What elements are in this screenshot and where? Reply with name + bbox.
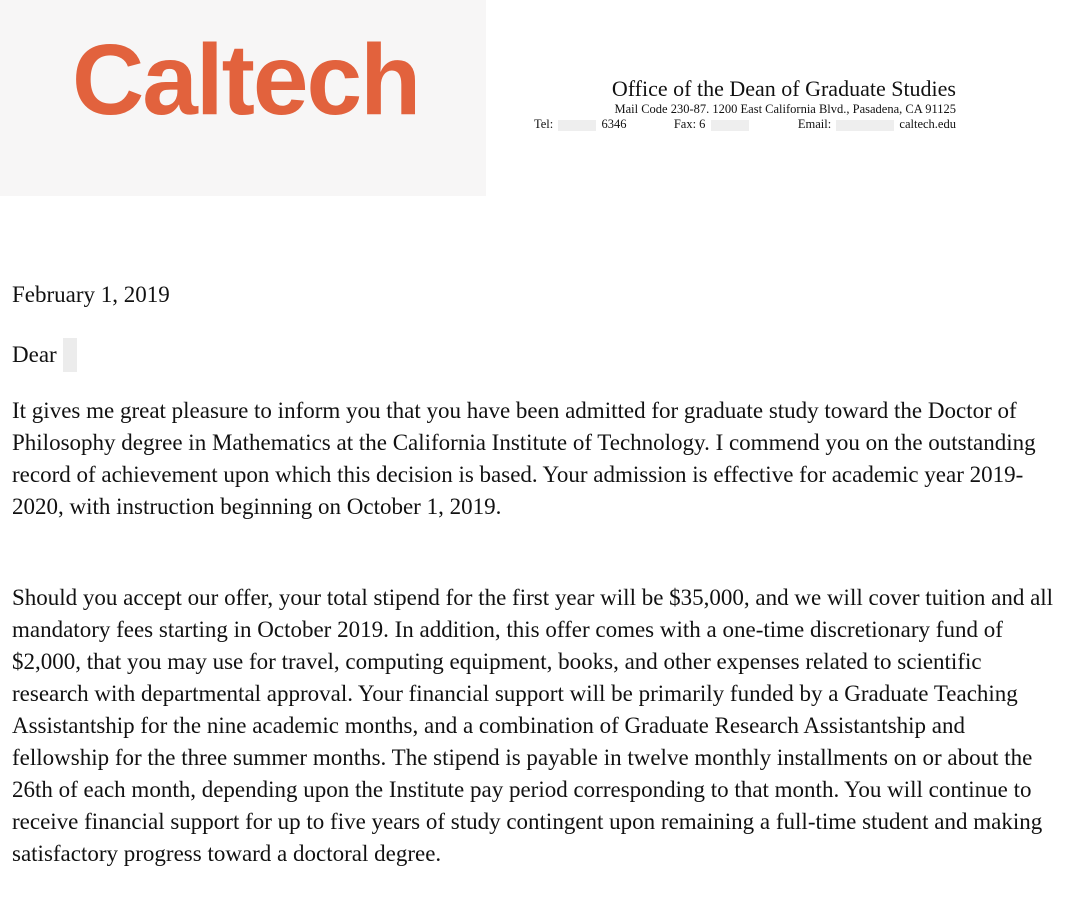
redacted-recipient-name: [63, 338, 77, 372]
letter-date: February 1, 2019: [12, 282, 170, 307]
email-field: [798, 117, 956, 132]
salutation-text: Dear: [12, 342, 57, 367]
tel-field: [534, 117, 627, 132]
paragraph-financial-support: Should you accept our offer, your total stipend for the first year will be $35,000, and we will cover tuition and all mandatory fees starting in October 2019. In addition, this offer comes with a one-time discretionary fund of $2,000, that you may use for travel, computing equipment, books, and other expenses related to scientific research with departmental approval. Your financial support will be primarily funded by a Graduate Teaching Assistantship for the nine academic months, and a combination of Graduate Research Assistantship and fellowship for the three summer months. The stipend is payable in twelve monthly installments on or about the 26th of each month, depending upon the Institute pay period corresponding to that month. You will continue to receive financial support for up to five years of study contingent upon remaining a full-time student and making satisfactory progress toward a doctoral degree.: [12, 585, 1054, 866]
email-label: Email:: [797, 117, 832, 131]
caltech-logo: Caltech: [72, 24, 420, 136]
fax-label: Fax:: [673, 117, 697, 131]
salutation: [12, 338, 77, 372]
fax-field: [674, 117, 751, 132]
tel-value: 6346: [601, 117, 627, 131]
office-title: Office of the Dean of Graduate Studies: [611, 76, 956, 101]
redacted-fax: [711, 120, 749, 131]
tel-label: Tel:: [534, 117, 554, 131]
office-contact-line: [534, 117, 956, 132]
redacted-email: [836, 120, 894, 131]
office-address: Mail Code 230-87. 1200 East California Blvd., Pasadena, CA 91125: [614, 102, 956, 116]
redacted-phone: [558, 120, 596, 131]
office-header: [534, 76, 956, 132]
paragraph-admission: It gives me great pleasure to inform you that you have been admitted for graduate study toward the Doctor of Philosophy degree in Mathematics at the California Institute of Technology. I commend you on the outstanding record of achievement upon which this decision is based. Your admission is effective for academic year 2019-2020, with instruction beginning on October 1, 2019.: [12, 398, 1036, 519]
fax-value: 6: [699, 117, 706, 131]
email-domain: caltech.edu: [899, 117, 956, 131]
